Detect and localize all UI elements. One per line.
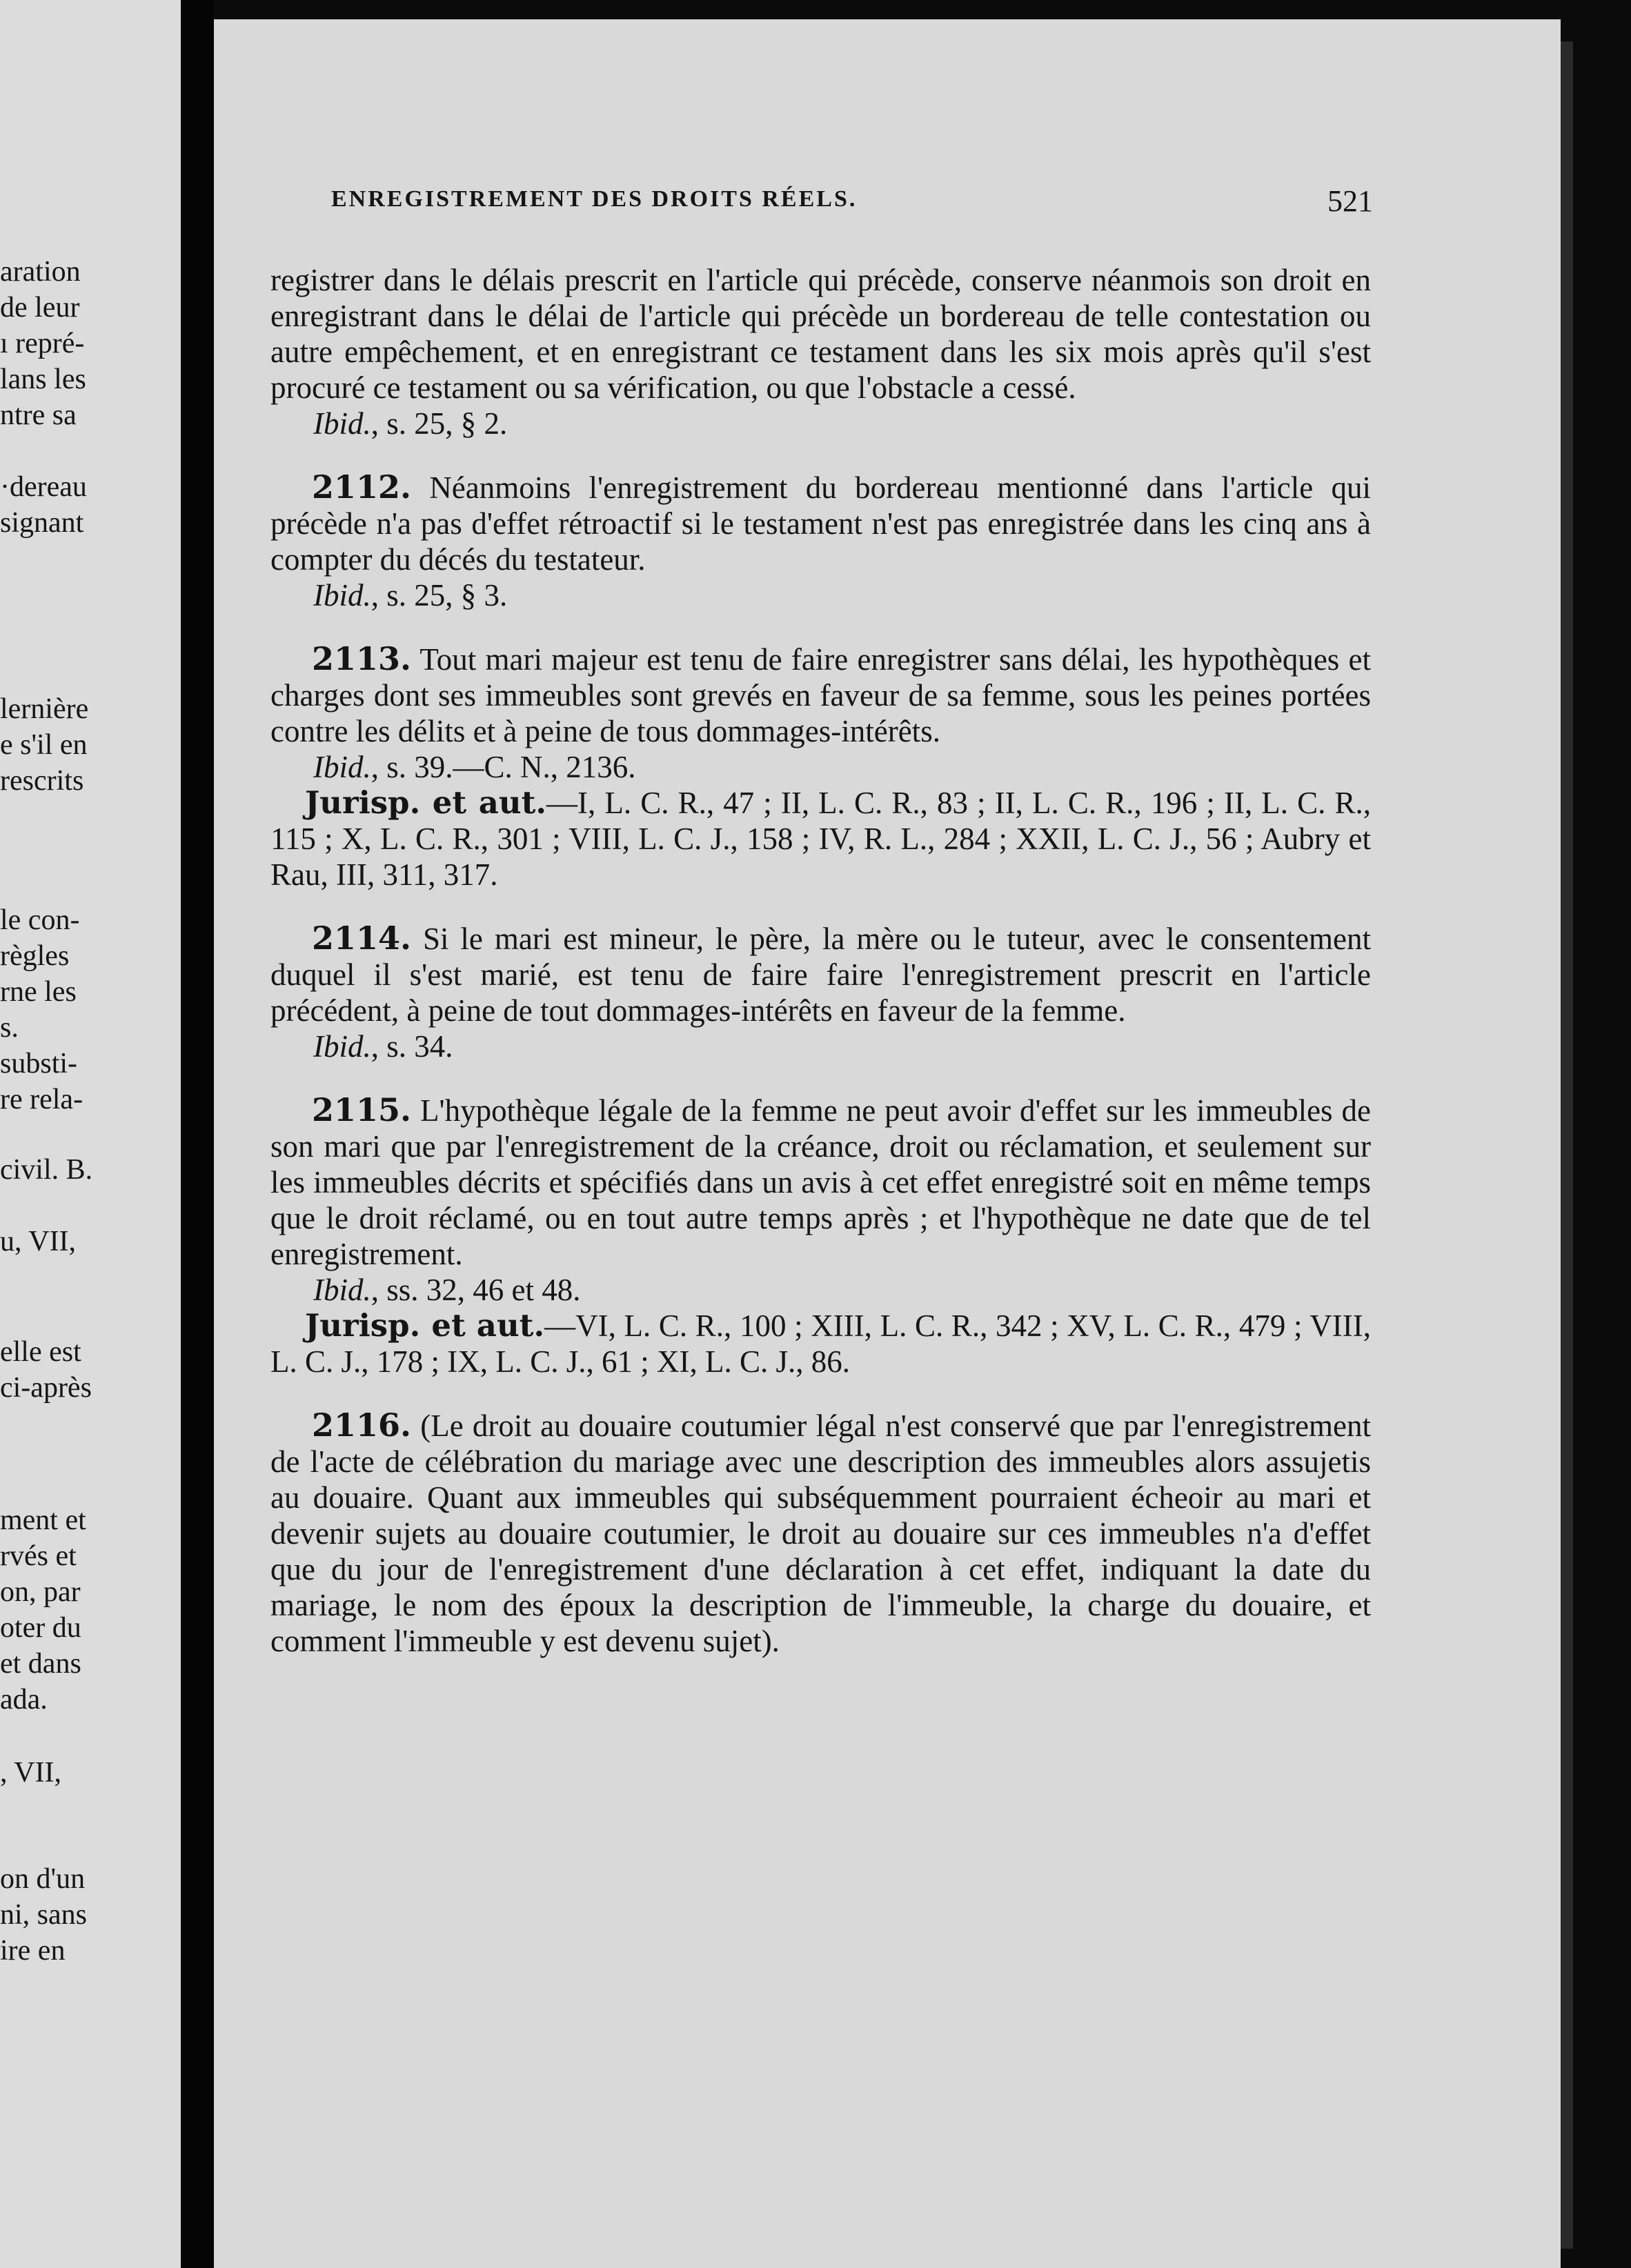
source-reference: Ibid., s. 25, § 3. — [313, 578, 508, 613]
left-page-line: aration — [0, 256, 81, 288]
source-reference: Ibid., s. 39.—C. N., 2136. — [313, 750, 636, 784]
article-text: Tout mari majeur est tenu de faire enregistrer sans délai, les hypothèques et charges dont ses immeubles sont grevés en faveur de sa femme, sous les peines portées contre les délits et à peine de tous dommages-intérêts. — [270, 642, 1371, 748]
running-title: ENREGISTREMENT DES DROITS RÉELS. — [331, 186, 858, 212]
left-page-line: lernière — [0, 693, 89, 725]
left-page-line: on, par — [0, 1576, 81, 1608]
article-number: 2114. — [312, 919, 412, 957]
left-page-line: ntre sa — [0, 399, 77, 431]
left-facing-page — [0, 0, 181, 2268]
left-page-line: civil. B. — [0, 1154, 93, 1186]
jurisprudence-label: Jurisp. et aut. — [305, 784, 547, 821]
left-page-line: oter du — [0, 1612, 81, 1644]
continued-paragraph: registrer dans le délais prescrit en l'article qui précède, conserve néanmois son droit en enregistrant dans le délai de l'article qui précède un bordereau de telle contestation ou autre empêchement, et en enregistrant ce testament dans les six mois après qu'il s'est procuré ce testament ou sa vérification, ou que l'obstacle a cessé. — [270, 263, 1371, 405]
jurisprudence-note — [270, 1308, 1371, 1380]
left-page-line: lans les — [0, 364, 86, 395]
running-header — [331, 184, 1373, 218]
left-page-line: de leur — [0, 292, 80, 324]
article-text: L'hypothèque légale de la femme ne peut avoir d'effet sur les immeubles de son mari que par l'enregistrement de la créance, droit ou réclamation, et seulement sur les immeubles décrits et spécifiés dans un avis à cet effet enregistré soit en même temps que le droit réclamé, ou en tout autre temps après ; et l'hypothèque ne date que de tel enregistrement. — [270, 1093, 1371, 1271]
source-reference: Ibid., ss. 32, 46 et 48. — [313, 1273, 581, 1307]
left-page-line: rne les — [0, 976, 77, 1008]
page-number: 521 — [1327, 184, 1373, 218]
left-page-line: u, VII, — [0, 1226, 77, 1257]
article-number: 2112. — [312, 468, 412, 506]
left-page-line: rescrits — [0, 765, 84, 797]
left-page-line: substi- — [0, 1048, 78, 1080]
left-page-line: on d'un — [0, 1863, 86, 1895]
article-text: (Le droit au douaire coutumier légal n'est conservé que par l'enregistrement de l'acte de célébration du mariage avec une description des immeubles alors assujetis au douaire. Quant aux immeubles qui subséquemment pourraient écheoir au mari et devenir sujets au douaire coutumier, le droit au douaire sur ces immeubles n'a d'effet que du jour de l'enregistrement d'une déclaration à cet effet, indiquant la date du mariage, le nom des époux la description de l'immeuble, la charge du douaire, et comment l'immeuble y est devenu sujet). — [270, 1409, 1371, 1658]
article-2113 — [270, 641, 1371, 749]
article-2116 — [270, 1407, 1371, 1659]
book-gutter — [181, 0, 214, 2268]
left-page-line: ci-après — [0, 1372, 92, 1404]
left-page-line: e s'il en — [0, 729, 88, 761]
article-number: 2113. — [312, 640, 412, 677]
article-2112 — [270, 469, 1371, 577]
jurisprudence-text: —VI, L. C. R., 100 ; XIII, L. C. R., 342 ; XV, L. C. R., 479 ; VIII, L. C. J., 178 ; IX, L. C. J., 61 ; XI, L. C. J., 86. — [270, 1309, 1371, 1379]
source-reference: Ibid., s. 25, § 2. — [313, 406, 508, 441]
page-edge — [1561, 41, 1573, 2249]
left-page-line: re rela- — [0, 1084, 83, 1115]
left-page-line: , VII, — [0, 1757, 62, 1789]
left-page-line: signant — [0, 507, 84, 539]
article-2114 — [270, 920, 1371, 1028]
left-page-line: s. — [0, 1012, 19, 1044]
article-number: 2116. — [312, 1406, 412, 1444]
left-page-line: et dans — [0, 1648, 81, 1680]
source-reference: Ibid., s. 34. — [313, 1029, 453, 1064]
left-page-line: elle est — [0, 1336, 81, 1368]
left-page-line: le con- — [0, 904, 80, 936]
article-2115 — [270, 1092, 1371, 1272]
left-page-line: ment et — [0, 1504, 86, 1536]
left-page-line: ·dereau — [0, 471, 87, 503]
jurisprudence-note — [270, 785, 1371, 893]
left-page-line: ire en — [0, 1935, 66, 1967]
article-text: Néanmoins l'enregistrement du bordereau mentionné dans l'article qui précède n'a pas d'effet rétroactif si le testament n'est pas enregistrée dans les cinq ans à compter du décés du testateur. — [270, 470, 1371, 577]
article-text: Si le mari est mineur, le père, la mère ou le tuteur, avec le consentement duquel il s'est marié, est tenu de faire faire l'enregistrement prescrit en l'article précédent, à peine de tout dommages-intérêts en faveur de la femme. — [270, 922, 1371, 1028]
left-page-line: règles — [0, 940, 70, 972]
left-page-line: rvés et — [0, 1540, 77, 1572]
jurisprudence-label: Jurisp. et aut. — [305, 1307, 545, 1344]
article-number: 2115. — [312, 1091, 412, 1128]
left-page-line: ı repré- — [0, 328, 85, 359]
jurisprudence-text: —I, L. C. R., 47 ; II, L. C. R., 83 ; II, L. C. R., 196 ; II, L. C. R., 115 ; X, L. C. R., 301 ; VIII, L. C. J., 158 ; IV, R. L., 284 ; XXII, L. C. J., 56 ; Aubry et Rau, III, 311, 317. — [270, 786, 1371, 892]
left-page-line: ni, sans — [0, 1899, 87, 1931]
left-page-line: ada. — [0, 1684, 48, 1715]
page-body — [270, 262, 1371, 1659]
